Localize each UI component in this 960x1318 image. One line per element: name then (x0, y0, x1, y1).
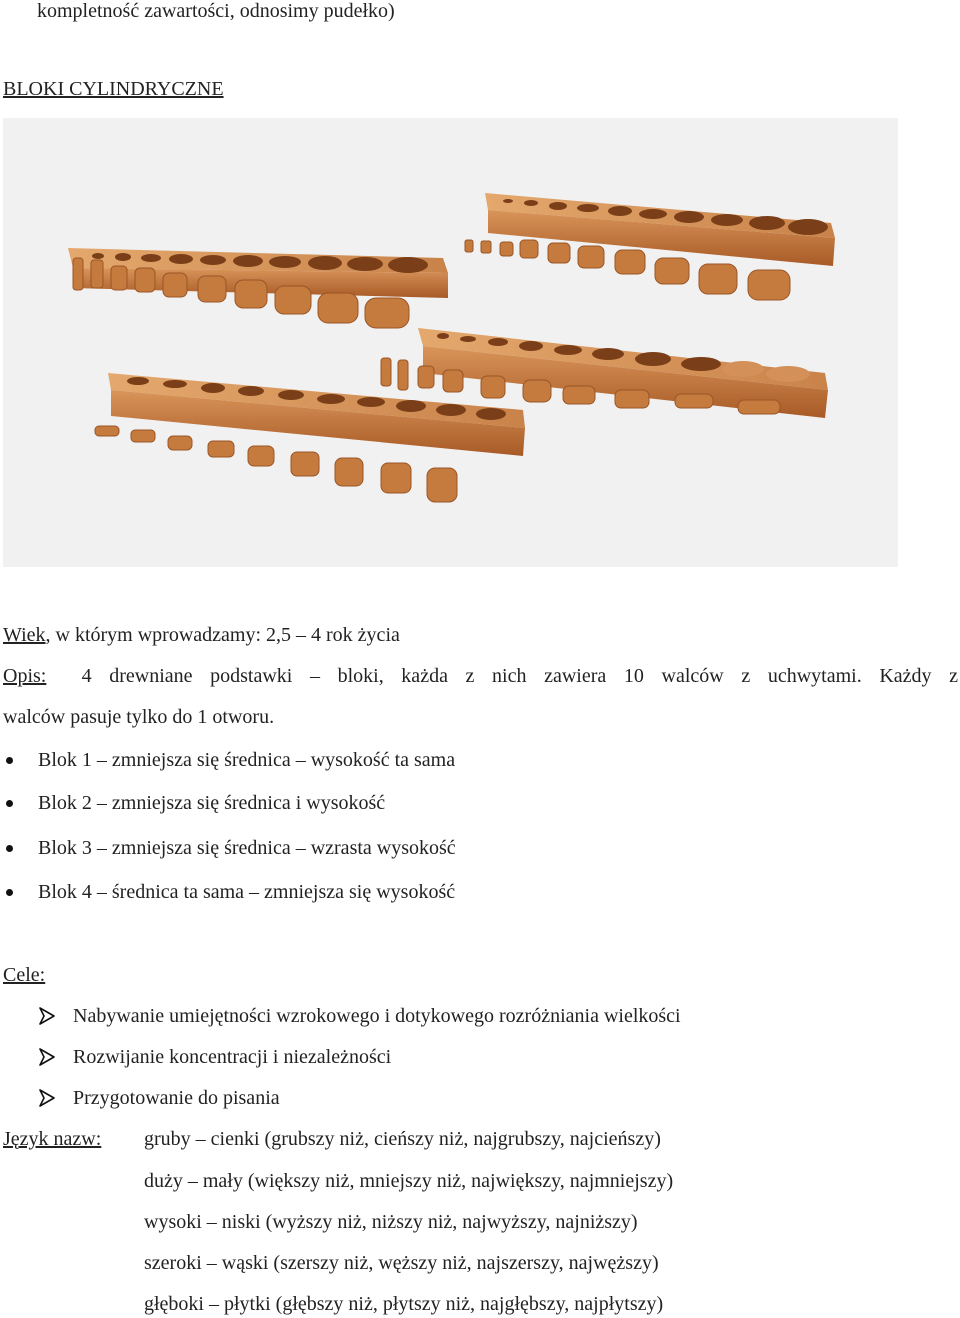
vocabulary-line: szeroki – wąski (szerszy niż, węższy niż, najszerszy, najwęższy) (144, 1252, 659, 1274)
block-item: Blok 1 – zmniejsza się średnica – wysokość ta sama (38, 749, 456, 771)
goal-item: Przygotowanie do pisania (73, 1087, 280, 1109)
bullet-icon (6, 800, 13, 807)
description-line-1 (3, 665, 958, 688)
bullet-icon (6, 845, 13, 852)
age-text: , w którym wprowadzamy: 2,5 – 4 rok życia (45, 624, 400, 646)
goals-label: Cele: (3, 964, 46, 986)
bullet-icon (6, 889, 13, 896)
arrow-bullet-icon (39, 1089, 55, 1107)
goal-item: Rozwijanie koncentracji i niezależności (73, 1046, 392, 1068)
continued-text: kompletność zawartości, odnosimy pudełko) (37, 0, 395, 22)
vocabulary-line: duży – mały (większy niż, mniejszy niż, największy, najmniejszy) (144, 1170, 674, 1192)
section-title: BLOKI CYLINDRYCZNE (3, 78, 224, 100)
vocabulary-line: gruby – cienki (grubszy niż, cieńszy niż, najgrubszy, najcieńszy) (144, 1128, 661, 1150)
vocabulary-line: wysoki – niski (wyższy niż, niższy niż, najwyższy, najniższy) (144, 1211, 638, 1233)
vocabulary-label: Język nazw: (3, 1128, 102, 1150)
cylinder-blocks-photo (3, 118, 898, 567)
age-label: Wiek (3, 624, 46, 646)
vocabulary-line: głęboki – płytki (głębszy niż, płytszy niż, najgłębszy, najpłytszy) (144, 1293, 664, 1315)
arrow-bullet-icon (39, 1048, 55, 1066)
block-item: Blok 2 – zmniejsza się średnica i wysokość (38, 792, 386, 814)
description-line-2: walców pasuje tylko do 1 otworu. (3, 706, 275, 728)
block-item: Blok 3 – zmniejsza się średnica – wzrasta wysokość (38, 837, 456, 859)
arrow-bullet-icon (39, 1007, 55, 1025)
description-text-1: 4 drewniane podstawki – bloki, każda z nich zawiera 10 walców z uchwytami. Każdy z (81, 665, 959, 687)
age-line (3, 624, 400, 647)
block-item: Blok 4 – średnica ta sama – zmniejsza się wysokość (38, 881, 456, 903)
description-label: Opis: (3, 665, 47, 687)
bullet-icon (6, 757, 13, 764)
goal-item: Nabywanie umiejętności wzrokowego i dotykowego rozróżniania wielkości (73, 1005, 681, 1027)
